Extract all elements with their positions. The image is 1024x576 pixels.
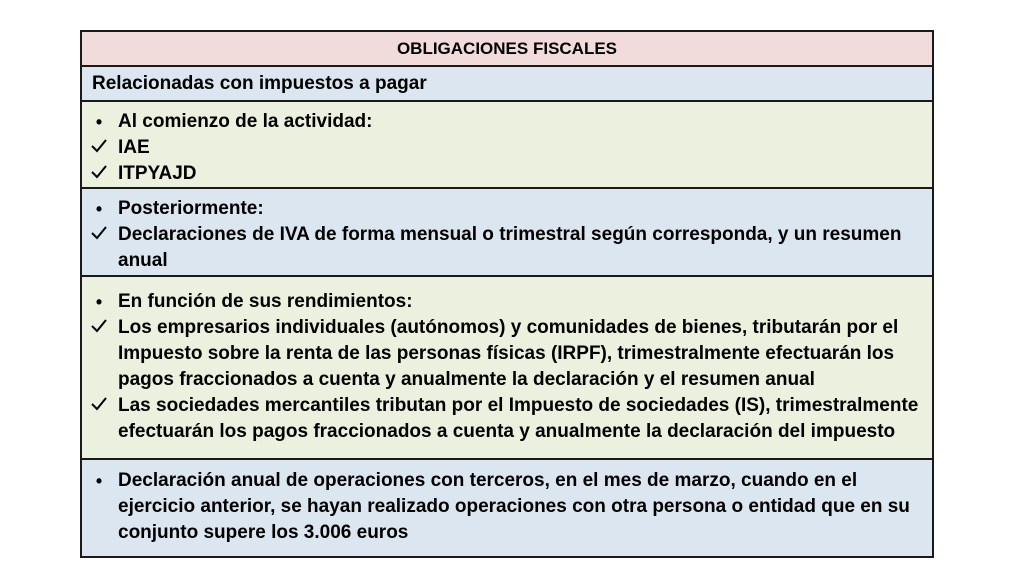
list-item [82, 161, 932, 187]
bullet-icon: • [95, 471, 103, 491]
list-item [82, 315, 932, 393]
list-item [82, 393, 932, 445]
item-text: IAE [118, 137, 150, 158]
list-item [82, 109, 932, 135]
section-afterwards [82, 189, 932, 277]
item-text: Las sociedades mercantiles tributan por el Impuesto de sociedades (IS), trimestralmente efectuarán los pagos fraccionados a cuenta y anualmente la declaración del impuesto [118, 395, 919, 442]
list-item [82, 196, 932, 222]
table-subheader [82, 67, 932, 102]
list-item [82, 222, 932, 274]
item-text: Al comienzo de la actividad: [118, 111, 373, 132]
table-title: OBLIGACIONES FISCALES [396, 39, 618, 58]
item-text: En función de sus rendimientos: [118, 291, 413, 312]
item-text: Declaración anual de operaciones con terceros, en el mes de marzo, cuando en el ejercicio anterior, se hayan realizado operaciones con otra persona o entidad que en su conjunto supere los 3.006 euros [118, 470, 910, 543]
list-item [82, 135, 932, 161]
checkmark-icon [89, 315, 109, 341]
table-header [82, 32, 932, 67]
checkmark-icon [89, 222, 109, 248]
list-item [82, 468, 932, 546]
checkmark-icon [89, 393, 109, 419]
table-subtitle: Relacionadas con impuestos a pagar [92, 73, 427, 94]
fiscal-obligations-table [80, 30, 934, 558]
section-annual-declaration [82, 460, 932, 556]
checkmark-icon [89, 161, 109, 187]
bullet-icon: • [95, 199, 103, 219]
section-start-activity [82, 102, 932, 189]
item-text: Los empresarios individuales (autónomos) y comunidades de bienes, tributarán por el Impuesto sobre la renta de las personas físicas (IRPF), trimestralmente efectuarán los pagos fraccionados a cuenta y anualmente la declaración y el resumen anual [118, 317, 899, 390]
list-item [82, 289, 932, 315]
checkmark-icon [89, 135, 109, 161]
item-text: ITPYAJD [118, 163, 197, 184]
section-earnings [82, 277, 932, 460]
item-text: Declaraciones de IVA de forma mensual o trimestral según corresponda, y un resumen anual [118, 224, 902, 271]
bullet-icon: • [95, 292, 103, 312]
item-text: Posteriormente: [118, 198, 264, 219]
bullet-icon: • [95, 112, 103, 132]
